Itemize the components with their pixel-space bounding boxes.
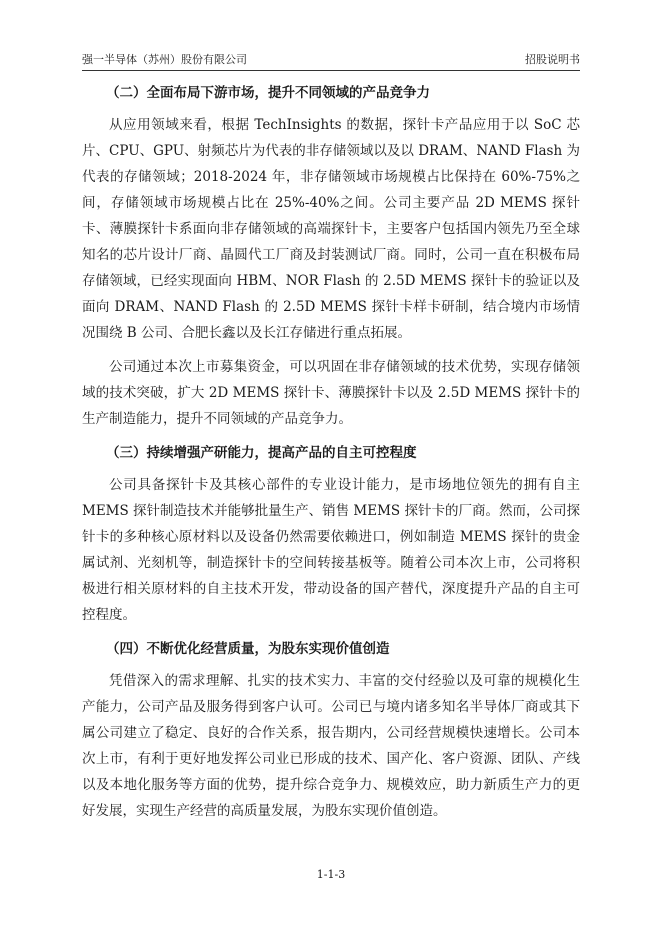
- section-heading: （二）全面布局下游市场，提升不同领域的产品竞争力: [106, 85, 430, 101]
- section-heading: （四）不断优化经营质量，为股东实现价值创造: [106, 641, 390, 657]
- header-rule: [82, 70, 580, 71]
- section-4: [82, 636, 580, 824]
- page-header: [82, 52, 580, 68]
- header-doc-type: 招股说明书: [525, 53, 580, 66]
- paragraph: 公司通过本次上市募集资金，可以巩固在非存储领域的技术优势，实现存储领域的技术突破，扩大 2D MEMS 探针卡、薄膜探针卡以及 2.5D MEMS 探针卡的生产制造能力，提升不同领域的产品竞争力。: [82, 359, 580, 427]
- section-heading: （三）持续增强产研能力，提高产品的自主可控程度: [106, 445, 417, 461]
- header-company: 强一半导体（苏州）股份有限公司: [82, 53, 247, 66]
- document-body: [82, 80, 580, 832]
- paragraph: 从应用领域来看，根据 TechInsights 的数据，探针卡产品应用于以 SoC 芯片、CPU、GPU、射频芯片为代表的非存储领域以及以 DRAM、NAND Flash 为代表的存储领域；2018-2024 年，非存储领域市场规模占比保持在 60%-75%之间，存储领域市场规模占比在 25%-40%之间。公司主要产品 2D MEMS 探针卡、薄膜探针卡系面向非存储领域的高端探针卡，主要客户包括国内领先乃至全球知名的芯片设计厂商、晶圆代工厂商及封装测试厂商。同时，公司一直在积极布局存储领域，已经实现面向 HBM、NOR Flash 的 2.5D MEMS 探针卡的验证以及面向 DRAM、NAND Flash 的 2.5D MEMS 探针卡样卡研制，结合境内市场情况围绕 B 公司、合肥长鑫以及长江存储进行重点拓展。: [82, 117, 580, 341]
- section-2: [82, 80, 580, 432]
- page-number: 1-1-3: [316, 868, 346, 881]
- section-3: [82, 440, 580, 628]
- paragraph: 公司具备探针卡及其核心部件的专业设计能力，是市场地位领先的拥有自主 MEMS 探针制造技术并能够批量生产、销售 MEMS 探针卡的厂商。然而，公司探针卡的多种核心原材料以及设备仍然需要依赖进口，例如制造 MEMS 探针的贵金属试剂、光刻机等，制造探针卡的空间转接基板等。随着公司本次上市，公司将积极进行相关原材料的自主技术开发，带动设备的国产替代，深度提升产品的自主可控程度。: [82, 477, 580, 623]
- paragraph: 凭借深入的需求理解、扎实的技术实力、丰富的交付经验以及可靠的规模化生产能力，公司产品及服务得到客户认可。公司已与境内诸多知名半导体厂商或其下属公司建立了稳定、良好的合作关系，报告期内，公司经营规模快速增长。公司本次上市，有利于更好地发挥公司业已形成的技术、国产化、客户资源、团队、产线以及本地化服务等方面的优势，提升综合竞争力、规模效应，助力新质生产力的更好发展，实现生产经营的高质量发展，为股东实现价值创造。: [82, 673, 580, 819]
